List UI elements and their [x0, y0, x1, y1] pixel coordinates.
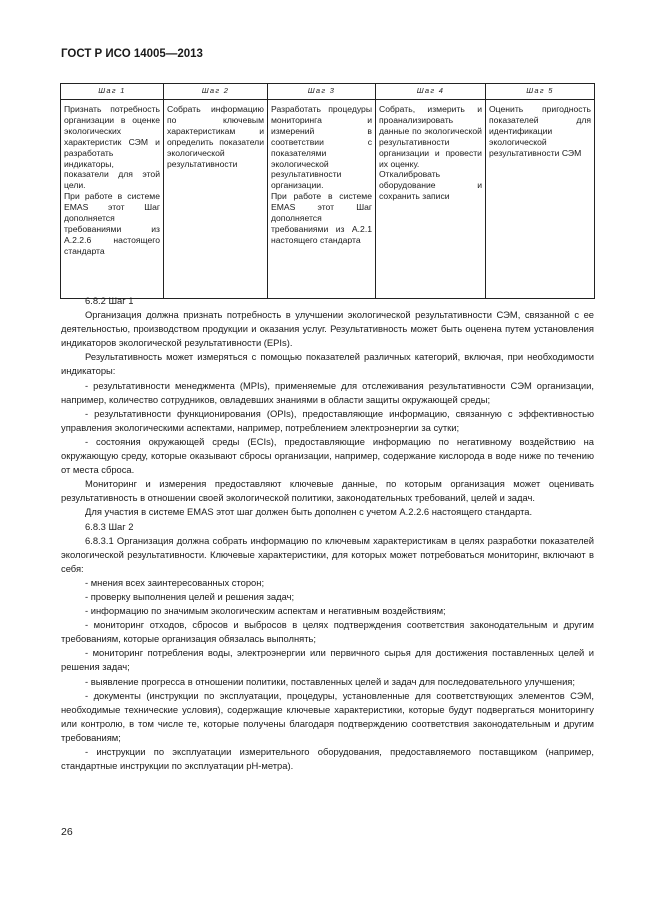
table-cell: Оценить пригодность показателей для идентификации экологической результативности СЭМ: [486, 100, 595, 299]
table-cell: Собрать, измерить и проанализировать данные по экологической результативности организации и провести их оценку. Откалибровать оборудование и сохранить записи: [376, 100, 486, 299]
table-row: [61, 100, 595, 299]
table-cell: Собрать информацию по ключевым характеристикам и определить показатели экологической результативности: [164, 100, 268, 299]
table-header-cell: Шаг 4: [376, 84, 486, 100]
table-cell: Разработать процедуры мониторинга и измерений в соответствии с показателями экологической результативности организации. При работе в системе EMAS этот Шаг дополняется требованиями из А.2.1 настоящего стандарта: [268, 100, 376, 299]
paragraph: Результативность может измеряться с помощью показателей различных категорий, включая, при необходимости индикаторы:: [61, 351, 594, 377]
paragraph: 6.8.3.1 Организация должна собрать информацию по ключевым характеристикам в целях разработки показателей экологической результативности. Ключевые характеристики, для которых может потребоваться мониторинг, включают в себя:: [61, 534, 594, 574]
document-header: ГОСТ Р ИСО 14005—2013: [61, 48, 203, 60]
section-heading: 6.8.3 Шаг 2: [85, 520, 134, 532]
list-item: - выявление прогресса в отношении политики, поставленных целей и задач для последовательного улучшения;: [85, 675, 575, 687]
section-heading: 6.8.2 Шаг 1: [85, 295, 134, 306]
paragraph: Организация должна признать потребность в улучшении экологической результативности СЭМ, связанной с ее деятельностью, производством продукции и оказания услуг. Результативность может быть оценена путем установления индикаторов экологической результативности (EPIs).: [61, 309, 594, 349]
paragraph: Мониторинг и измерения предоставляют ключевые данные, по которым организация может оценивать результативность в отношении своей экологической политики, законодательных требований, целей и задач.: [61, 478, 594, 504]
body-text: [61, 294, 594, 773]
list-item: - мониторинг отходов, сбросов и выбросов в целях подтверждения соответствия законодательным и другим требованиям, которые организация обязалась выполнять;: [61, 619, 594, 645]
list-item: - результативности функционирования (OPIs), предоставляющие информацию, связанную с эффективностью управления экологическими аспектами, например, потреблением электроэнергии за сутки;: [61, 407, 594, 433]
list-item: - инструкции по эксплуатации измерительного оборудования, предоставляемого поставщиком (например, стандартные инструкции по эксплуатации pH-метра).: [61, 746, 594, 772]
page-number: 26: [61, 826, 73, 838]
table-header-cell: Шаг 1: [61, 84, 164, 100]
paragraph: Для участия в системе EMAS этот шаг должен быть дополнен с учетом А.2.2.6 настоящего стандарта.: [85, 506, 533, 518]
table-header-cell: Шаг 5: [486, 84, 595, 100]
list-item: - информацию по значимым экологическим аспектам и негативным воздействиям;: [85, 605, 446, 617]
table-header-row: [61, 84, 595, 100]
table-header-cell: Шаг 3: [268, 84, 376, 100]
list-item: - мнения всех заинтересованных сторон;: [85, 576, 265, 588]
table-cell: Признать потребность организации в оценке экологических характеристик СЭМ и разработать индикаторы, показатели для этой цели. При работе в системе EMAS этот Шаг дополняется требованиями из А.2.2.6 настоящего стандарта: [61, 100, 164, 299]
list-item: - проверку выполнения целей и решения задач;: [85, 590, 295, 602]
list-item: - результативности менеджмента (MPIs), применяемые для отслеживания результативности СЭМ организации, например, количество сотрудников, овладевших знаниями в области защиты окружающей среды;: [61, 379, 594, 405]
list-item: - мониторинг потребления воды, электроэнергии или первичного сырья для достижения поставленных целей и решения задач;: [61, 647, 594, 673]
list-item: - состояния окружающей среды (ECIs), предоставляющие информацию по негативному воздействию на окружающую среду, которые оказывают сбросы организации, например, содержание кислорода в воде ниже по течению от места сброса.: [61, 435, 594, 476]
table-header-cell: Шаг 2: [164, 84, 268, 100]
steps-table: [60, 83, 595, 299]
list-item: - документы (инструкции по эксплуатации, процедуры, установленные для соответствующих элементов СЭМ, необходимые технические условия), содержащие ключевые характеристики, которые будут подвергаться мониторингу или контролю, в том числе те, которые получены благодаря подтверждению соответствия законодательным и другим требованиям;: [61, 689, 594, 743]
